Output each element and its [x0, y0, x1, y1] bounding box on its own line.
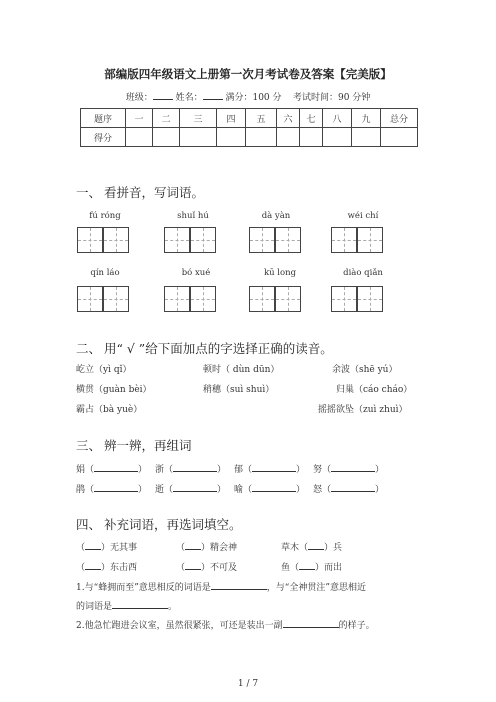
class-label: 班级：	[125, 93, 153, 103]
writing-box[interactable]	[275, 286, 301, 312]
reading-item[interactable]: 横贯（guàn bèi）	[76, 385, 152, 395]
paren-close: ）	[296, 465, 306, 475]
paren-open: （	[176, 543, 186, 553]
answer-blank[interactable]	[252, 462, 296, 472]
score-cell[interactable]	[126, 128, 153, 147]
answer-blank[interactable]	[94, 462, 138, 472]
writing-box[interactable]	[357, 227, 383, 253]
score-header-cell: 二	[153, 109, 180, 128]
idiom-text: ）精会神	[201, 543, 238, 553]
writing-box[interactable]	[164, 286, 190, 312]
section-title: 用“ √ ”给下面加点的字选择正确的读音。	[104, 341, 333, 356]
writing-box[interactable]	[331, 227, 357, 253]
writing-box[interactable]	[249, 227, 275, 253]
score-cell[interactable]	[381, 128, 418, 147]
answer-blank[interactable]	[283, 618, 339, 628]
answer-blank[interactable]	[173, 482, 217, 492]
section-title: 辨一辨，再组词	[104, 438, 192, 453]
answer-blank[interactable]	[185, 540, 201, 550]
paren-close: ）	[217, 485, 227, 495]
writing-box[interactable]	[249, 286, 275, 312]
score-cell[interactable]	[300, 128, 323, 147]
reading-item[interactable]: 摇摇欲坠（zuì zhuì）	[318, 405, 408, 415]
char-label: 逝（	[155, 485, 174, 495]
paren-close: ）	[138, 465, 148, 475]
writing-box[interactable]	[77, 286, 103, 312]
idiom-item	[176, 540, 237, 553]
reading-item[interactable]: 稍穗（suì shuì）	[203, 385, 275, 395]
char-label: 喻（	[234, 485, 253, 495]
answer-blank[interactable]	[331, 462, 375, 472]
question-text: 2.他急忙跑进会议室，虽然很紧张，可还是装出一副	[76, 621, 283, 631]
writing-box[interactable]	[275, 227, 301, 253]
score-table	[80, 108, 418, 147]
section-1-heading	[76, 183, 204, 201]
idiom-item	[281, 540, 342, 553]
idiom-item	[281, 560, 342, 573]
answer-blank[interactable]	[299, 560, 315, 570]
answer-blank[interactable]	[85, 540, 101, 550]
score-cell[interactable]	[323, 128, 352, 147]
score-value-row	[81, 128, 418, 147]
paren-open: （	[76, 543, 86, 553]
answer-blank[interactable]	[331, 482, 375, 492]
pinyin-label: diào qiǎn	[343, 268, 383, 278]
question-text: 的样子。	[338, 621, 375, 631]
score-header-cell: 一	[126, 109, 153, 128]
word-group-item	[234, 482, 305, 495]
paren-open: （	[76, 563, 86, 573]
char-label: 郁（	[234, 465, 253, 475]
char-label: 鹃（	[76, 485, 95, 495]
idiom-text: ）而出	[315, 563, 343, 573]
question-text: ，与“全神贯注”意思相近	[266, 583, 366, 593]
question-2	[76, 618, 375, 631]
reading-item[interactable]: 顿时（ dùn dūn）	[203, 365, 280, 375]
word-group-item	[155, 462, 226, 475]
word-group-item	[155, 482, 226, 495]
score-cell[interactable]	[246, 128, 277, 147]
answer-blank[interactable]	[185, 560, 201, 570]
word-group-item	[234, 462, 305, 475]
score-header-cell: 题序	[81, 109, 126, 128]
score-cell[interactable]	[277, 128, 300, 147]
score-header-cell: 八	[323, 109, 352, 128]
writing-box[interactable]	[331, 286, 357, 312]
reading-item[interactable]: 屹立（yì qǐ）	[76, 365, 132, 375]
paren-close: ）	[217, 465, 227, 475]
paren-open: （	[176, 563, 186, 573]
writing-box[interactable]	[190, 227, 216, 253]
writing-box[interactable]	[164, 227, 190, 253]
question-1	[76, 580, 366, 593]
idiom-text: 鱼（	[281, 563, 300, 573]
idiom-text: ）东击西	[101, 563, 138, 573]
score-header-cell: 三	[180, 109, 217, 128]
section-number: 一、	[76, 185, 102, 200]
idiom-text: ）不可及	[201, 563, 238, 573]
writing-box[interactable]	[77, 227, 103, 253]
score-cell[interactable]	[217, 128, 246, 147]
paren-close: ）	[375, 485, 385, 495]
char-label: 怒（	[313, 485, 332, 495]
score-header-cell: 九	[352, 109, 381, 128]
pinyin-label: kū long	[263, 268, 297, 278]
question-text: 1.与“蜂拥而至”意思相反的词语是	[76, 583, 211, 593]
word-group-item	[76, 462, 147, 475]
idiom-text: ）无其事	[101, 543, 138, 553]
writing-box[interactable]	[103, 286, 129, 312]
section-title: 补充词语，再选词填空。	[104, 517, 242, 532]
word-group-item	[313, 482, 384, 495]
idiom-item	[76, 560, 137, 573]
char-label: 努（	[313, 465, 332, 475]
pinyin-label: dà yàn	[261, 211, 291, 221]
word-group-item	[313, 462, 384, 475]
pinyin-label: wéi chí	[347, 211, 379, 221]
name-label: 姓名：	[175, 93, 203, 103]
writing-box[interactable]	[357, 286, 383, 312]
answer-blank[interactable]	[308, 540, 324, 550]
idiom-item	[176, 560, 237, 573]
score-header-row	[81, 109, 418, 128]
score-header-cell: 四	[217, 109, 246, 128]
score-cell[interactable]	[180, 128, 217, 147]
answer-blank[interactable]	[112, 599, 168, 609]
class-blank[interactable]	[153, 91, 173, 100]
paren-close: ）	[375, 465, 385, 475]
full-score: 满分：100 分	[225, 93, 282, 103]
answer-blank[interactable]	[211, 580, 267, 590]
char-label: 娟（	[76, 465, 95, 475]
section-2-heading	[76, 339, 333, 357]
reading-item[interactable]: 余波（shē yú）	[332, 365, 398, 375]
section-number: 三、	[76, 438, 102, 453]
score-header-cell: 五	[246, 109, 277, 128]
score-header-cell: 七	[300, 109, 323, 128]
pinyin-label: bó xué	[181, 268, 211, 278]
section-number: 二、	[76, 341, 102, 356]
paren-close: ）	[296, 485, 306, 495]
section-title: 看拼音，写词语。	[104, 185, 205, 200]
name-blank[interactable]	[203, 91, 223, 100]
section-3-heading	[76, 436, 192, 454]
exam-time: 考试时间：90 分钟	[292, 93, 371, 103]
score-cell[interactable]	[352, 128, 381, 147]
idiom-text: 草木（	[281, 543, 309, 553]
exam-info	[0, 90, 496, 103]
pinyin-label: shuǐ hú	[177, 211, 209, 221]
answer-blank[interactable]	[94, 482, 138, 492]
reading-item[interactable]: 霸占（bà yuè）	[76, 405, 143, 415]
question-text: 的词语是	[76, 602, 113, 612]
score-row-label: 得分	[81, 128, 126, 147]
page-number: 1 / 7	[237, 679, 259, 689]
section-4-heading	[76, 515, 242, 533]
writing-box[interactable]	[103, 227, 129, 253]
answer-blank[interactable]	[173, 462, 217, 472]
answer-blank[interactable]	[252, 482, 296, 492]
char-label: 浙（	[155, 465, 174, 475]
pinyin-label: qín láo	[90, 268, 120, 278]
idiom-item	[76, 540, 137, 553]
answer-blank[interactable]	[85, 560, 101, 570]
section-number: 四、	[76, 517, 102, 532]
score-cell[interactable]	[153, 128, 180, 147]
word-group-item	[76, 482, 147, 495]
reading-item[interactable]: 归巢（cáo cháo）	[336, 385, 413, 395]
score-header-cell: 总分	[381, 109, 418, 128]
idiom-text: ）兵	[324, 543, 343, 553]
page-title: 部编版四年级语文上册第一次月考试卷及答案【完美版】	[104, 67, 392, 81]
paren-close: ）	[138, 485, 148, 495]
writing-box[interactable]	[190, 286, 216, 312]
pinyin-label: fú róng	[89, 211, 121, 221]
score-header-cell: 六	[277, 109, 300, 128]
question-1-cont	[76, 599, 177, 612]
question-text: 。	[168, 602, 178, 612]
